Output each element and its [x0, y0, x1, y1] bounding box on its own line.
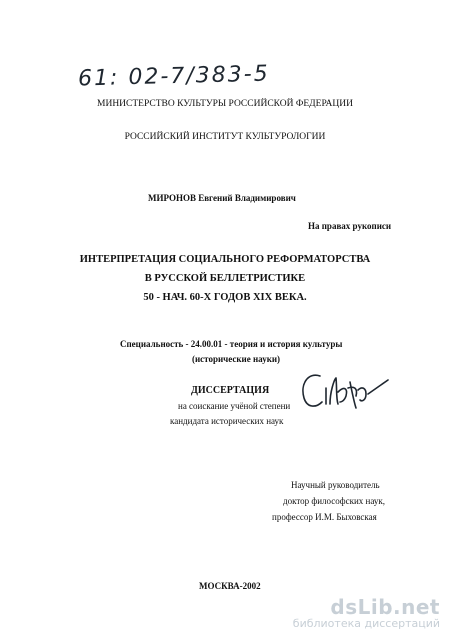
city-year: МОСКВА-2002 — [199, 581, 261, 591]
supervisor-degree: доктор философских наук, — [283, 496, 385, 506]
ministry-header: МИНИСТЕРСТВО КУЛЬТУРЫ РОССИЙСКОЙ ФЕДЕРАЦИИ — [97, 99, 353, 109]
signature — [296, 358, 392, 420]
degree-name: кандидата исторических наук — [170, 416, 284, 426]
supervisor-title: Научный руководитель — [291, 480, 380, 490]
archive-number: 61: 02-7/383-5 — [77, 61, 270, 92]
watermark-brand: dsLib.net — [330, 594, 440, 619]
title-line-3: 50 - НАЧ. 60-Х ГОДОВ XIX ВЕКА. — [143, 292, 307, 303]
degree-seeking: на соискание учёной степени — [178, 401, 291, 411]
dissertation-label: ДИССЕРТАЦИЯ — [191, 385, 270, 396]
title-line-2: В РУССКОЙ БЕЛЛЕТРИСТИКЕ — [144, 273, 306, 284]
watermark-subtitle: библиотека диссертаций — [292, 616, 440, 630]
author-name: МИРОНОВ Евгений Владимирович — [148, 193, 296, 203]
specialty-note: (исторические науки) — [192, 354, 281, 364]
title-line-1: ИНТЕРПРЕТАЦИЯ СОЦИАЛЬНОГО РЕФОРМАТОРСТВА — [79, 254, 371, 265]
supervisor-name: профессор И.М. Быховская — [272, 512, 377, 522]
institute-header: РОССИЙСКИЙ ИНСТИТУТ КУЛЬТУРОЛОГИИ — [124, 132, 326, 142]
watermark — [292, 594, 440, 630]
manuscript-rights: На правах рукописи — [308, 221, 392, 231]
specialty: Специальность - 24.00.01 - теория и история культуры — [120, 339, 343, 349]
